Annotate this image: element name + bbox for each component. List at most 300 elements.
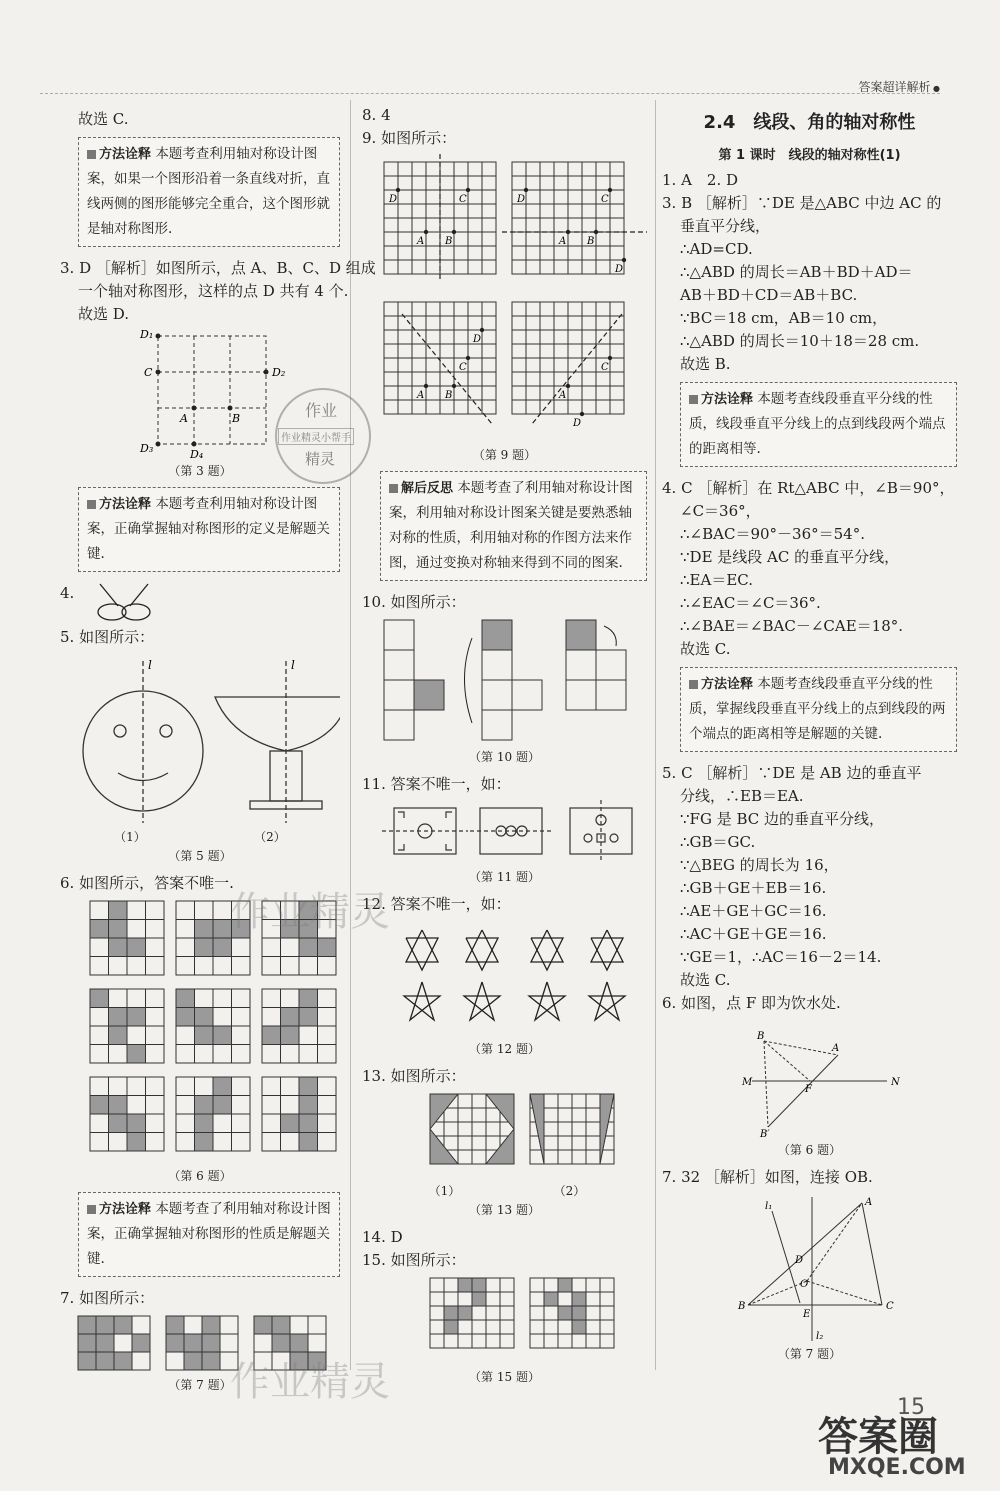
grid-cell: [440, 358, 454, 372]
grid-cell: [213, 901, 232, 920]
grid-cell: [299, 989, 318, 1008]
label: A: [865, 1197, 873, 1208]
grid-cell: [430, 1334, 444, 1348]
answer-line: ∴△ABD 的周长＝AB＋BD＋AD＝: [680, 263, 913, 281]
grid-cell: [213, 957, 232, 976]
grid-cell: [184, 1334, 202, 1352]
answer-line: ∴∠BAE＝∠BAC－∠CAE＝18°.: [680, 617, 904, 635]
grid-cell: [299, 1077, 318, 1096]
point: [424, 230, 428, 234]
grid-cell: [540, 232, 554, 246]
figure-caption: （第 13 题）: [469, 1203, 540, 1217]
answer-line: ∵△BEG 的周长为 16，: [680, 856, 839, 874]
label-c: C: [144, 366, 153, 379]
grid-cell: [600, 1306, 614, 1320]
grid-cell: [398, 204, 412, 218]
grid-cell: [544, 1306, 558, 1320]
method-box: [680, 382, 957, 467]
stamp-text: 作业: [305, 401, 338, 420]
grid-cell: [600, 1320, 614, 1334]
grid-cell: [482, 190, 496, 204]
grid-cell: [127, 1077, 146, 1096]
grid-cell: [610, 204, 624, 218]
answer-line: ∵GE＝1，∴AC＝16－2＝14.: [680, 948, 882, 966]
net-cell: [384, 650, 414, 680]
answer-line: 3. B ［解析］∵DE 是△ABC 中边 AC 的: [662, 194, 942, 212]
grid-cell: [426, 302, 440, 316]
grid-cell: [512, 246, 526, 260]
grid-cell: [426, 386, 440, 400]
answer-line: 6. 如图，点 F 即为饮水处.: [662, 994, 841, 1012]
grid-cell: [454, 204, 468, 218]
grid-cell: [90, 1026, 109, 1045]
grid-cell: [412, 400, 426, 414]
grid-cell: [384, 330, 398, 344]
grid-cell: [184, 1352, 202, 1370]
grid-cell: [558, 1278, 572, 1292]
grid-cell: [568, 316, 582, 330]
grid-cell: [412, 176, 426, 190]
grid-cell: [109, 901, 128, 920]
label: C: [886, 1301, 894, 1312]
grid-cell: [530, 1334, 544, 1348]
grid-cell: [596, 386, 610, 400]
box-title: 方法诠释: [701, 392, 754, 407]
answer-line: ∴AE＋GE＋GC＝16.: [680, 902, 827, 920]
grid-cell: [176, 957, 195, 976]
grid-cell: [412, 372, 426, 386]
subsection-title: 第 1 课时 线段的轴对称性(1): [718, 148, 901, 163]
grid-cell: [220, 1316, 238, 1334]
grid-cell: [600, 1292, 614, 1306]
grid-cell: [109, 1114, 128, 1133]
answer-line: 5. C ［解析］∵DE 是 AB 边的垂直平: [662, 764, 922, 782]
grid-cell: [398, 162, 412, 176]
grid-cell: [444, 1292, 458, 1306]
net-cell: [384, 710, 414, 740]
point-label: D: [389, 194, 398, 205]
grid-cell: [512, 218, 526, 232]
grid-cell: [440, 204, 454, 218]
point-label: A: [417, 390, 425, 401]
grid-cell: [512, 372, 526, 386]
grid-cell: [109, 1026, 128, 1045]
grid-cell: [572, 1334, 586, 1348]
star-shape: [406, 930, 438, 962]
grid-cell: [610, 316, 624, 330]
grid-cell: [262, 989, 281, 1008]
grid-cell: [176, 989, 195, 1008]
point: [524, 188, 528, 192]
grid-cell: [530, 1320, 544, 1334]
grid-cell: [440, 344, 454, 358]
square-icon: [389, 484, 398, 493]
grid-cell: [554, 400, 568, 414]
grid-cell: [444, 1278, 458, 1292]
grid-cell: [472, 1136, 486, 1150]
grid-cell: [176, 901, 195, 920]
grid-cell: [472, 1122, 486, 1136]
grid-cell: [454, 386, 468, 400]
grid-cell: [262, 1045, 281, 1064]
grid-cell: [127, 957, 146, 976]
grid-cell: [109, 920, 128, 939]
grid-cell: [596, 400, 610, 414]
grid-cell: [232, 1008, 251, 1027]
grid-cell: [540, 400, 554, 414]
figure-q13: [362, 1092, 647, 1182]
grid-cell: [568, 260, 582, 274]
grid-cell: [127, 920, 146, 939]
grid-cell: [281, 1026, 300, 1045]
grid-cell: [568, 386, 582, 400]
grid-cell: [127, 1133, 146, 1152]
answer-line: ∵FG 是 BC 边的垂直平分线，: [680, 810, 885, 828]
stamp-text: 精灵: [305, 450, 336, 468]
grid-cell: [398, 372, 412, 386]
box-text: 本题考查线段垂直平分线的性质，线段垂直平分线上的点到线段两个端点的距离相等.: [689, 391, 946, 457]
rotate-arrow-icon: [465, 638, 473, 723]
grid-cell: [78, 1334, 96, 1352]
grid-cell: [486, 1292, 500, 1306]
grid-cell: [540, 190, 554, 204]
grid-cell: [558, 1136, 572, 1150]
grid-cell: [254, 1316, 272, 1334]
grid-cell: [127, 938, 146, 957]
grid-cell: [195, 1026, 214, 1045]
grid-cell: [90, 920, 109, 939]
grid-cell: [262, 957, 281, 976]
point: [566, 230, 570, 234]
grid-cell: [596, 232, 610, 246]
grid-cell: [544, 1320, 558, 1334]
grid-cell: [90, 901, 109, 920]
grid-cell: [582, 204, 596, 218]
point-label: A: [559, 390, 567, 401]
site-logo: 答案圈: [818, 1414, 938, 1460]
grid-cell: [468, 176, 482, 190]
grid-cell: [540, 176, 554, 190]
grid-cell: [281, 989, 300, 1008]
grid-cell: [114, 1334, 132, 1352]
grid-cell: [554, 190, 568, 204]
point-label: D: [573, 418, 582, 429]
grid-cell: [262, 938, 281, 957]
label: N: [891, 1077, 900, 1088]
grid-cell: [468, 302, 482, 316]
grid-cell: [176, 938, 195, 957]
grid-cell: [213, 1026, 232, 1045]
grid-cell: [412, 218, 426, 232]
grid-cell: [109, 989, 128, 1008]
grid-cell: [544, 1292, 558, 1306]
grid-cell: [146, 1133, 165, 1152]
grid-cell: [572, 1306, 586, 1320]
grid-cell: [596, 218, 610, 232]
grid-cell: [512, 344, 526, 358]
grid-cell: [544, 1150, 558, 1164]
answer-line: ∴AD=CD.: [680, 240, 753, 258]
method-box: [78, 1192, 340, 1277]
grid-cell: [440, 372, 454, 386]
figure-caption: （第 6 题）: [168, 1169, 232, 1183]
figure-caption: （第 7 题）: [168, 1378, 232, 1392]
grid-cell: [454, 344, 468, 358]
grid-cell: [596, 162, 610, 176]
grid-cell: [526, 372, 540, 386]
grid-cell: [454, 400, 468, 414]
grid-cell: [512, 162, 526, 176]
point-label: B: [587, 236, 595, 247]
grid-cell: [109, 1133, 128, 1152]
star-shape: [406, 938, 438, 970]
grid-cell: [78, 1316, 96, 1334]
column-2: [362, 100, 647, 1393]
grid-cell: [540, 162, 554, 176]
grid-cell: [184, 1316, 202, 1334]
grid-cell: [281, 1114, 300, 1133]
grid-cell: [262, 1133, 281, 1152]
grid-cell: [176, 920, 195, 939]
grid-cell: [568, 204, 582, 218]
grid-cell: [384, 232, 398, 246]
figure-q9: [362, 154, 647, 444]
grid-cell: [554, 302, 568, 316]
grid-cell: [440, 162, 454, 176]
grid-cell: [176, 1114, 195, 1133]
method-box: [680, 667, 957, 752]
box-text: 本题考查了利用轴对称设计图案，利用轴对称设计图案关键是要熟悉轴对称的性质，利用轴对称的作图方法来作图，通过变换对称轴来得到不同的图案.: [389, 480, 633, 571]
grid-cell: [544, 1122, 558, 1136]
label: D: [795, 1255, 804, 1266]
grid-cell: [540, 386, 554, 400]
grid-cell: [444, 1334, 458, 1348]
grid-cell: [610, 386, 624, 400]
grid-cell: [146, 957, 165, 976]
grid-cell: [610, 176, 624, 190]
grid-cell: [586, 1094, 600, 1108]
grid-cell: [554, 344, 568, 358]
grid-cell: [109, 938, 128, 957]
grid-cell: [468, 316, 482, 330]
net-cell: [566, 680, 596, 710]
grid-cell: [610, 330, 624, 344]
grid-cell: [482, 372, 496, 386]
point-label: D: [473, 334, 482, 345]
grid-cell: [558, 1122, 572, 1136]
grid-cell: [500, 1320, 514, 1334]
grid-cell: [468, 358, 482, 372]
grid-cell: [500, 1292, 514, 1306]
grid-cell: [458, 1292, 472, 1306]
grid-cell: [132, 1316, 150, 1334]
grid-cell: [582, 162, 596, 176]
star-shape: [466, 930, 498, 962]
grid-cell: [530, 1306, 544, 1320]
point: [396, 188, 400, 192]
grid-cell: [472, 1334, 486, 1348]
grid-cell: [500, 1278, 514, 1292]
grid-cell: [526, 190, 540, 204]
answer-line: ∵DE 是线段 AC 的垂直平分线，: [680, 548, 900, 566]
point-label: A: [417, 236, 425, 247]
grid-cell: [299, 957, 318, 976]
grid-cell: [486, 1334, 500, 1348]
point: [608, 188, 612, 192]
grid-cell: [426, 316, 440, 330]
grid-cell: [526, 246, 540, 260]
grid-cell: [384, 358, 398, 372]
grid-cell: [384, 260, 398, 274]
grid-cell: [454, 260, 468, 274]
grid-cell: [127, 1045, 146, 1064]
header-rule: [40, 93, 940, 94]
grid-cell: [596, 372, 610, 386]
grid-cell: [127, 1096, 146, 1115]
grid-cell: [468, 246, 482, 260]
grid-cell: [500, 1334, 514, 1348]
grid-cell: [472, 1278, 486, 1292]
grid-cell: [232, 938, 251, 957]
label-b: B: [232, 412, 241, 425]
grid-cell: [195, 1045, 214, 1064]
answer-block: [662, 477, 957, 661]
grid-cell: [426, 232, 440, 246]
grid-cell: [398, 260, 412, 274]
grid-cell: [440, 316, 454, 330]
grid-cell: [530, 1292, 544, 1306]
answer-line: 14. D: [362, 1228, 403, 1246]
grid-cell: [440, 302, 454, 316]
grid-cell: [610, 162, 624, 176]
grid-cell: [454, 218, 468, 232]
grid-cell: [318, 989, 337, 1008]
grid-cell: [272, 1316, 290, 1334]
grid-cell: [596, 176, 610, 190]
grid-cell: [440, 246, 454, 260]
grid-cell: [586, 1136, 600, 1150]
figure-c3-q6: [662, 1019, 957, 1139]
grid-cell: [412, 190, 426, 204]
grid-cell: [572, 1278, 586, 1292]
grid-cell: [540, 358, 554, 372]
net-cell: [414, 680, 444, 710]
grid-cell: [90, 1114, 109, 1133]
grid-cell: [195, 957, 214, 976]
section-title: 2.4 线段、角的轴对称性: [703, 112, 916, 133]
answer-line: 1. A 2. D: [662, 171, 739, 189]
grid-cell: [586, 1278, 600, 1292]
grid-cell: [398, 176, 412, 190]
grid-cell: [596, 316, 610, 330]
grid-cell: [568, 344, 582, 358]
grid-cell: [132, 1352, 150, 1370]
grid-cell: [454, 372, 468, 386]
grid-cell: [482, 316, 496, 330]
grid-cell: [596, 302, 610, 316]
point-label: D: [615, 264, 624, 275]
grid-cell: [90, 1008, 109, 1027]
grid-cell: [458, 1122, 472, 1136]
grid-cell: [558, 1150, 572, 1164]
point: [608, 356, 612, 360]
square-icon: [689, 680, 698, 689]
grid-cell: [458, 1150, 472, 1164]
grid-cell: [572, 1108, 586, 1122]
grid-cell: [440, 400, 454, 414]
answer-line: 5. 如图所示：: [60, 628, 155, 646]
header-title: 答案超详解析 ●: [858, 78, 940, 95]
grid-cell: [384, 372, 398, 386]
label: O: [800, 1279, 809, 1290]
point: [466, 356, 470, 360]
grid-cell: [544, 1136, 558, 1150]
grid-cell: [454, 330, 468, 344]
label: E: [803, 1309, 811, 1320]
answer-block: [662, 169, 957, 376]
watermark-text: 作业精灵: [230, 1359, 390, 1405]
grid-cell: [146, 920, 165, 939]
grid-cell: [468, 232, 482, 246]
grid-cell: [202, 1334, 220, 1352]
grid-cell: [472, 1094, 486, 1108]
grid-cell: [299, 1026, 318, 1045]
grid-cell: [281, 938, 300, 957]
grid-cell: [213, 1045, 232, 1064]
grid-cell: [299, 1008, 318, 1027]
grid-cell: [526, 386, 540, 400]
grid-cell: [468, 344, 482, 358]
grid-cell: [299, 1133, 318, 1152]
answer-line: 故选 D.: [78, 305, 130, 323]
grid-cell: [412, 344, 426, 358]
grid-cell: [412, 246, 426, 260]
grid-cell: [458, 1320, 472, 1334]
watermark-text: 作业精灵: [230, 889, 390, 935]
grid-cell: [281, 957, 300, 976]
grid-cell: [440, 330, 454, 344]
figure-caption: （第 11 题）: [469, 870, 540, 884]
grid-cell: [482, 176, 496, 190]
grid-cell: [176, 1026, 195, 1045]
grid-cell: [582, 302, 596, 316]
grid-cell: [262, 1077, 281, 1096]
grid-cell: [458, 1108, 472, 1122]
grid-cell: [195, 938, 214, 957]
grid-cell: [568, 218, 582, 232]
grid-cell: [426, 260, 440, 274]
grid-cell: [90, 1096, 109, 1115]
grid-cell: [458, 1306, 472, 1320]
grid-cell: [572, 1122, 586, 1136]
grid-cell: [114, 1316, 132, 1334]
label-a: A: [180, 412, 188, 425]
grid-cell: [412, 260, 426, 274]
grid-cell: [558, 1108, 572, 1122]
figure-q5: [60, 653, 340, 828]
star-shape: [464, 982, 500, 1020]
grid-cell: [512, 204, 526, 218]
grid-cell: [114, 1352, 132, 1370]
grid-cell: [262, 1026, 281, 1045]
grid-cell: [586, 1122, 600, 1136]
grid-cell: [426, 358, 440, 372]
grid-cell: [232, 1045, 251, 1064]
grid-cell: [195, 920, 214, 939]
grid-cell: [482, 302, 496, 316]
grid-cell: [166, 1316, 184, 1334]
figure-caption: （第 3 题）: [168, 464, 232, 478]
